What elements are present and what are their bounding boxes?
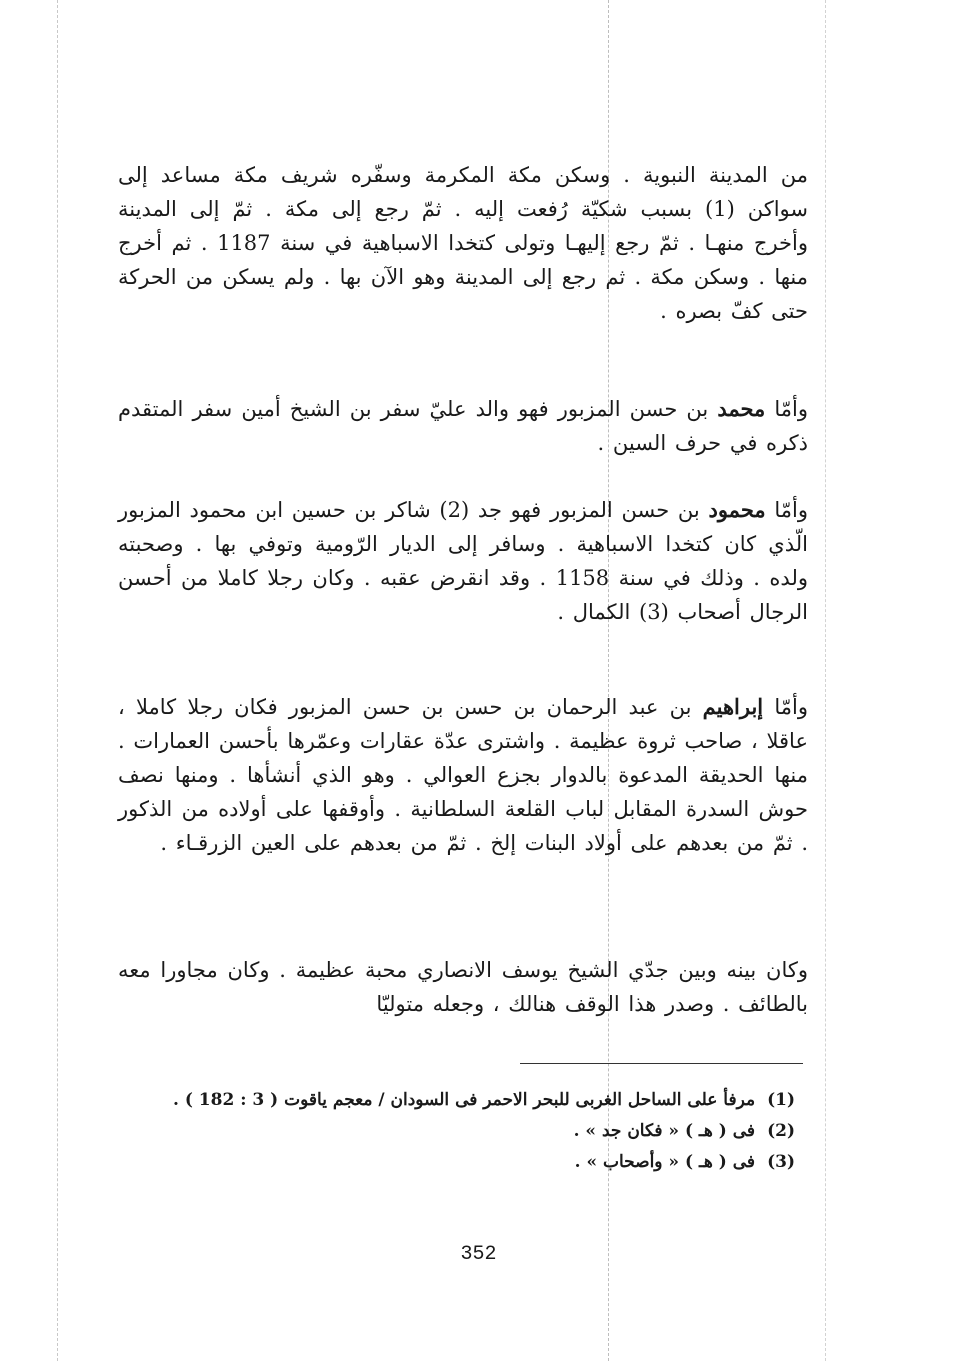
footnote-number: (3) xyxy=(767,1152,795,1172)
person-name: محمد xyxy=(717,396,766,421)
paragraph-lead: وأمّا xyxy=(774,695,808,719)
footnote-divider xyxy=(520,1063,803,1064)
footnote-number: (2) xyxy=(767,1121,795,1141)
paragraph-lead: وأمّا xyxy=(774,397,808,421)
paragraph-2 xyxy=(118,392,808,460)
footnote-2 xyxy=(130,1119,795,1144)
paragraph-body: بن حسن المزبور فهو والد عليّ سفر بن الشيخ أمين سفر المتقدم ذكره في حرف السين . xyxy=(118,397,808,455)
page-number: 352 xyxy=(460,1243,497,1266)
paragraph-text xyxy=(118,392,808,460)
footnote-number: (1) xyxy=(767,1090,795,1110)
footnote-text: مرفأ على الساحل الغربى للبحر الاحمر فى السودان / معجم ياقوت ( 3 : 182 ) . xyxy=(172,1090,756,1110)
scan-artifact-line xyxy=(57,0,58,1361)
footnote-text: فى ( هـ ) « وأصحاب » . xyxy=(574,1152,756,1172)
paragraph-text xyxy=(118,690,808,860)
paragraph-body: من المدينة النبوية . وسكن مكة المكرمة وسفّره شريف مكة مساعد إلى سواكن (1) بسبب شكيّة رُفعت إليه . ثمّ رجع إلى مكة . ثمّ إلى المدينة وأخرج منهـا . ثمّ رجع إليهـا وتولى كتخدا الاسباهية في سنة 1187 . ثم أخرج منها . وسكن مكة . ثم رجع إلى المدينة وهو الآن بها . ولم يسكن من الحركة حتى كفّ بصره . xyxy=(118,163,809,323)
person-name: إبراهيم xyxy=(702,694,764,719)
paragraph-text xyxy=(118,158,808,328)
paragraph-3 xyxy=(118,493,808,629)
scan-artifact-line xyxy=(825,0,826,1361)
person-name: محمود xyxy=(708,497,766,522)
footnote-3 xyxy=(130,1150,795,1175)
paragraph-body: بن عبد الرحمان بن حسن بن حسن المزبور فكان رجلا كاملا ، عاقلا ، صاحب ثروة عظيمة . واشترى عدّة عقارات وعمّرها بأحسن العمارات . منها الحديقة المدعوة بالدوار بجزع العوالي . وهو الذي أنشأها . ومنها نصف حوش السدرة المقابل لباب القلعة السلطانية . وأوقفها على أولاده من الذكور . ثمّ من بعدهم على أولاد البنات إلخ . ثمّ من بعدهم على العين الزرقـاء . xyxy=(118,695,808,855)
paragraph-5 xyxy=(118,953,808,1021)
paragraph-4 xyxy=(118,690,808,860)
footnotes xyxy=(130,1088,795,1181)
footnote-1 xyxy=(130,1088,795,1113)
paragraph-1 xyxy=(118,158,808,328)
paragraph-body: بن حسن المزبور فهو جد (2) شاكر بن حسين ابن محمود المزبور الّذي كان كتخدا الاسباهية . وسافر إلى الديار الرّومية وتوفي بها . وصحبته ولده . وذلك في سنة 1158 . وقد انقرض عقبه . وكان رجلا كاملا من أحسن الرجال أصحاب (3) الكمال . xyxy=(118,498,808,624)
paragraph-text xyxy=(118,953,808,1021)
paragraph-lead: وأمّا xyxy=(774,498,808,522)
paragraph-body: وكان بينه وبين جدّي الشيخ يوسف الانصاري محبة عظيمة . وكان مجاورا معه بالطائف . وصدر هذا الوقف هنالك ، وجعله متوليّا xyxy=(118,958,808,1016)
footnote-text: فى ( هـ ) « فكان جد » . xyxy=(573,1121,756,1141)
paragraph-text xyxy=(118,493,808,629)
